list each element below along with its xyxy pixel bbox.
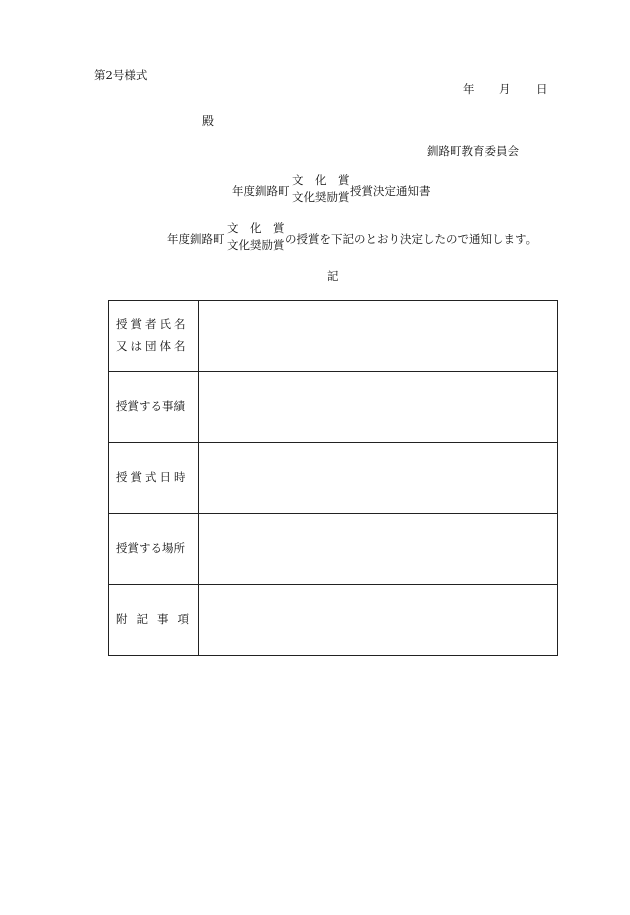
label-venue-text: 授賞する場所 xyxy=(116,541,185,556)
label-recipient-line2: 又は団体名 xyxy=(116,339,189,353)
label-notes xyxy=(109,585,199,656)
form-number: 第2号様式 xyxy=(94,68,148,82)
table-row xyxy=(109,585,558,656)
ki-mark: 記 xyxy=(327,269,339,283)
date-year: 年 xyxy=(463,82,475,96)
table-row xyxy=(109,514,558,585)
label-recipient-line1: 授賞者氏名 xyxy=(116,317,189,332)
award-form-table xyxy=(108,300,558,656)
title-award-bottom: 文化奨励賞 xyxy=(292,189,350,204)
title-prefix: 年度釧路町 xyxy=(232,184,290,198)
body-award-options xyxy=(227,223,285,251)
title-award-options xyxy=(292,175,350,203)
date-day: 日 xyxy=(536,82,548,96)
body-prefix: 年度釧路町 xyxy=(167,232,225,246)
table-row xyxy=(109,301,558,372)
label-ceremony-datetime xyxy=(109,443,199,514)
title-suffix: 授賞決定通知書 xyxy=(350,184,431,198)
label-recipient xyxy=(109,301,199,372)
addressee-suffix: 殿 xyxy=(202,114,215,128)
label-venue xyxy=(109,514,199,585)
label-ceremony-datetime-text: 授賞式日時 xyxy=(116,470,189,485)
issuer-name: 釧路町教育委員会 xyxy=(427,144,519,158)
body-suffix: の授賞を下記のとおり決定したので通知します。 xyxy=(285,232,538,246)
table-row xyxy=(109,372,558,443)
table-row xyxy=(109,443,558,514)
body-award-top: 文 化 賞 xyxy=(227,221,285,235)
value-notes[interactable] xyxy=(199,585,558,656)
label-achievement xyxy=(109,372,199,443)
value-venue[interactable] xyxy=(199,514,558,585)
value-ceremony-datetime[interactable] xyxy=(199,443,558,514)
value-recipient[interactable] xyxy=(199,301,558,372)
body-award-bottom: 文化奨励賞 xyxy=(227,237,285,252)
title-award-top: 文 化 賞 xyxy=(292,173,350,187)
value-achievement[interactable] xyxy=(199,372,558,443)
label-achievement-text: 授賞する事績 xyxy=(116,399,185,414)
date-month: 月 xyxy=(499,82,511,96)
label-notes-text: 附記事項 xyxy=(116,612,198,627)
